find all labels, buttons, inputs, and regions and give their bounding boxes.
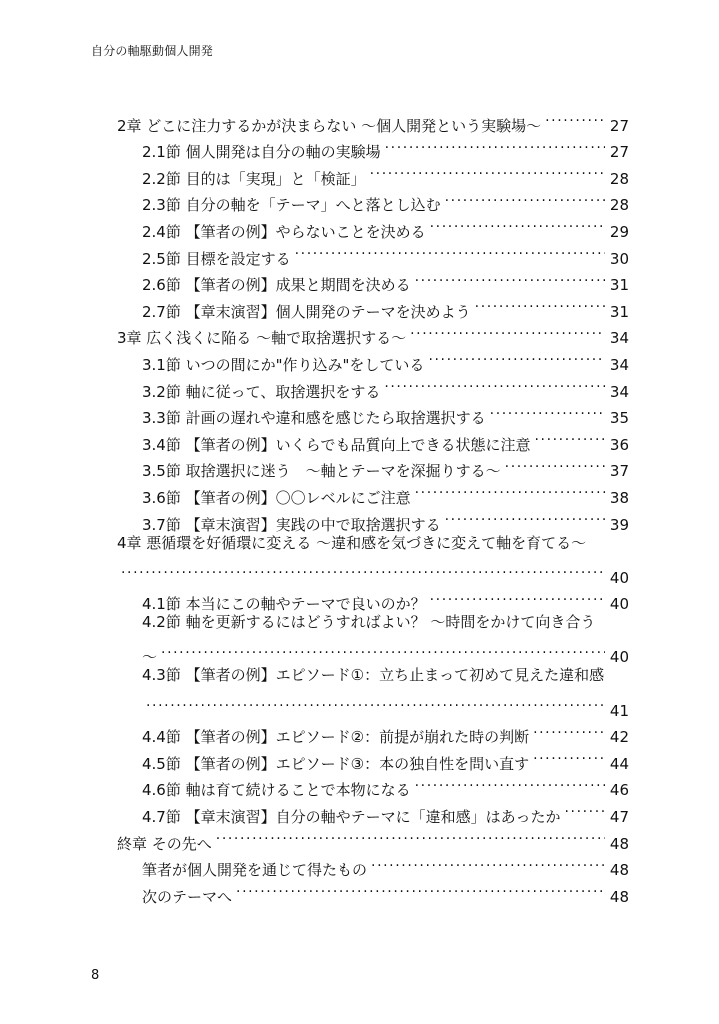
dot-leader [370, 157, 605, 184]
toc-entry-title: 4.5節 【筆者の例】エピソード③：本の独自性を問い直す [142, 754, 530, 773]
toc-page-number: 44 [609, 754, 629, 773]
dot-leader [384, 370, 605, 397]
toc-page-number: 28 [609, 196, 629, 215]
toc-entry-title: 3.4節 【筆者の例】いくらでも品質向上できる状態に注意 [142, 435, 531, 454]
toc-page-number: 31 [609, 302, 629, 321]
toc-page-number: 40 [609, 595, 629, 614]
toc-entry-title: 4.6節 軸は育て続けることで本物になる [142, 781, 411, 800]
toc-section-row [117, 609, 629, 636]
toc-page-number: 34 [609, 329, 629, 348]
toc-chapter-row [117, 556, 629, 587]
toc-page-number: 34 [609, 355, 629, 374]
toc-entry-title: 2.7節 【章末演習】個人開発のテーマを決めよう [142, 302, 471, 321]
dot-leader [121, 556, 605, 583]
toc-page-number: 30 [609, 249, 629, 268]
toc-page-number: 27 [609, 116, 629, 135]
toc-entry-title: 2.3節 自分の軸を「テーマ」へと落とし込む [142, 196, 441, 215]
toc-page-number: 39 [609, 515, 629, 534]
toc-page-number: 36 [609, 435, 629, 454]
dot-leader [475, 290, 605, 317]
dot-leader [415, 476, 605, 503]
dot-leader [371, 849, 605, 876]
toc-page-number: 38 [609, 488, 629, 507]
dot-leader [505, 450, 605, 477]
toc-entry-title: 3.1節 いつの間にか"作り込み"をしている [142, 355, 425, 374]
toc-section-row [117, 689, 629, 720]
dot-leader [445, 184, 605, 211]
dot-leader [533, 742, 605, 769]
toc-entry-title: 4.2節 軸を更新するにはどうすればよい？ ～時間をかけて向き合う [142, 613, 596, 632]
toc-entry-title: ～ [142, 648, 158, 667]
dot-leader [490, 397, 605, 424]
dot-leader [410, 317, 605, 344]
toc-section-row [117, 662, 629, 689]
toc-entry-title: 3.7節 【章末演習】実践の中で取捨選択する [142, 515, 441, 534]
toc-section-row [117, 716, 629, 747]
toc-page-number: 41 [609, 701, 629, 720]
toc-page-number: 37 [609, 462, 629, 481]
dot-leader [430, 210, 605, 237]
toc-page-number: 28 [609, 169, 629, 188]
toc-section-row [117, 583, 629, 614]
toc-page-number: 29 [609, 222, 629, 241]
toc-page-number: 42 [609, 728, 629, 747]
dot-leader [564, 795, 605, 822]
toc-entry-title: 2.2節 目的は「実現」と「検証」 [142, 169, 366, 188]
dot-leader [534, 423, 605, 450]
toc-page-number: 34 [609, 382, 629, 401]
toc-page-number: 46 [609, 781, 629, 800]
toc-chapter-row [117, 530, 629, 557]
toc-entry-title: 3.3節 計画の遅れや違和感を感じたら取捨選択する [142, 409, 486, 428]
dot-leader [445, 503, 605, 530]
dot-leader [545, 104, 605, 131]
toc-section-row [117, 636, 629, 667]
toc-entry-title: 筆者が個人開発を通じて得たもの [142, 861, 368, 880]
dot-leader [415, 769, 605, 796]
toc-entry-title: 2章 どこに注力するかが決まらない ～個人開発という実験場～ [117, 116, 542, 135]
toc-page-number: 48 [609, 887, 629, 906]
dot-leader [146, 689, 605, 716]
toc-entry-title: 3章 広く浅くに陥る ～軸で取捨選択する～ [117, 329, 407, 348]
toc-page-number: 31 [609, 276, 629, 295]
dot-leader [295, 237, 605, 264]
toc-entry-title: 4.7節 【章末演習】自分の軸やテーマに「違和感」はあったか [142, 808, 561, 827]
page-number: 8 [91, 968, 100, 983]
table-of-contents [117, 104, 629, 906]
toc-entry-title: 4.1節 本当にこの軸やテーマで良いのか？ [142, 595, 426, 614]
toc-entry-title: 3.5節 取捨選択に迷う ～軸とテーマを深掘りする～ [142, 462, 501, 481]
toc-entry-title: 2.5節 目標を設定する [142, 249, 291, 268]
toc-page-number: 40 [609, 568, 629, 587]
toc-page-number: 48 [609, 861, 629, 880]
dot-leader [161, 636, 605, 663]
toc-entry-title: 4.4節 【筆者の例】エピソード②：前提が崩れた時の判断 [142, 728, 530, 747]
dot-leader [385, 131, 605, 158]
toc-entry-title: 3.6節 【筆者の例】〇〇レベルにご注意 [142, 488, 411, 507]
toc-entry-title: 2.1節 個人開発は自分の軸の実験場 [142, 143, 381, 162]
toc-page-number: 47 [609, 808, 629, 827]
toc-page-number: 48 [609, 834, 629, 853]
toc-page-number: 35 [609, 409, 629, 428]
dot-leader [236, 875, 605, 902]
toc-entry-title: 4.3節 【筆者の例】エピソード①：立ち止まって初めて見えた違和感 [142, 666, 605, 685]
dot-leader [415, 264, 605, 291]
toc-entry-title: 4章 悪循環を好循環に変える ～違和感を気づきに変えて軸を育てる～ [117, 533, 587, 552]
toc-entry-title: 2.4節 【筆者の例】やらないことを決める [142, 222, 426, 241]
toc-entry-title: 次のテーマへ [142, 887, 233, 906]
dot-leader [428, 343, 605, 370]
dot-leader [533, 716, 605, 743]
toc-entry-title: 2.6節 【筆者の例】成果と期間を決める [142, 276, 411, 295]
dot-leader [430, 583, 605, 610]
toc-page-number: 27 [609, 143, 629, 162]
toc-entry-title: 3.2節 軸に従って、取捨選択をする [142, 382, 381, 401]
toc-page-number: 40 [609, 648, 629, 667]
toc-chapter-row [117, 104, 629, 135]
running-header: 自分の軸駆動個人開発 [91, 44, 214, 58]
toc-entry-title: 終章 その先へ [117, 834, 212, 853]
dot-leader [216, 822, 605, 849]
